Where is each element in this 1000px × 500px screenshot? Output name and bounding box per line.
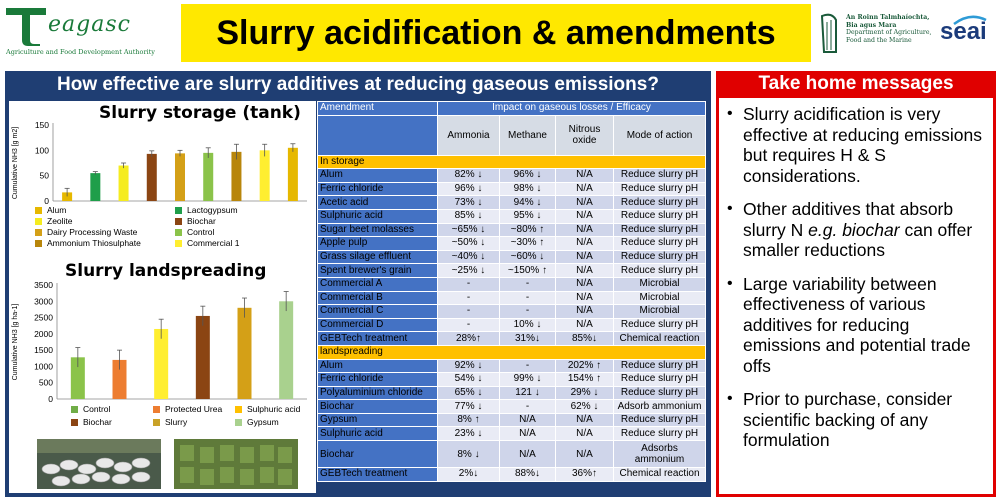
legend-label: Slurry xyxy=(165,417,188,427)
table-cell: N/A xyxy=(556,169,614,183)
table-cell: 65% ↓ xyxy=(438,386,500,400)
table-cell: 73% ↓ xyxy=(438,196,500,210)
table-cell: 154% ↑ xyxy=(556,373,614,387)
table-cell: Adsorb ammonium xyxy=(614,400,706,414)
legend-swatch xyxy=(35,207,42,214)
department-line: Food and the Marine xyxy=(846,36,912,44)
italic-example: e.g. biochar xyxy=(808,219,900,240)
table-cell: Reduce slurry pH xyxy=(614,264,706,278)
table-section-label: In storage xyxy=(318,155,706,169)
table-cell: 94% ↓ xyxy=(500,196,556,210)
table-cell: ~60% ↓ xyxy=(500,250,556,264)
table-cell: N/A xyxy=(556,277,614,291)
legend-swatch xyxy=(71,419,78,426)
y-tick-label: 150 xyxy=(34,120,49,130)
table-cell: N/A xyxy=(500,427,556,441)
bar xyxy=(288,148,298,201)
left-panel-heading: How effective are slurry additives at reducing gaseous emissions? xyxy=(57,74,659,95)
table-cell: ~65% ↓ xyxy=(438,223,500,237)
legend-swatch xyxy=(71,406,78,413)
table-cell: 95% ↓ xyxy=(500,209,556,223)
legend-item xyxy=(235,404,300,414)
table-cell: Microbial xyxy=(614,277,706,291)
table-cell-amendment: Spent brewer's grain xyxy=(318,264,438,278)
table-row xyxy=(318,209,706,223)
legend-swatch xyxy=(35,218,42,225)
department-line: Bia agus Mara xyxy=(846,21,897,29)
legend-item xyxy=(235,417,279,427)
table-cell: 8% ↑ xyxy=(438,413,500,427)
table-row xyxy=(318,237,706,251)
legend-swatch xyxy=(235,406,242,413)
table-cell: N/A xyxy=(556,196,614,210)
table-cell: 85%↓ xyxy=(556,332,614,346)
table-cell: - xyxy=(438,318,500,332)
right-panel-heading: Take home messages xyxy=(758,73,954,94)
table-row xyxy=(318,386,706,400)
table-cell: - xyxy=(500,400,556,414)
legend-item xyxy=(175,216,216,226)
y-tick-label: 500 xyxy=(38,377,53,388)
table-cell: N/A xyxy=(556,291,614,305)
legend-item xyxy=(71,404,110,414)
table-cell: Reduce slurry pH xyxy=(614,386,706,400)
charts-area xyxy=(9,101,316,493)
table-cell-amendment: Ferric chloride xyxy=(318,182,438,196)
table-cell: 92% ↓ xyxy=(438,359,500,373)
additives-table-grid xyxy=(317,101,706,482)
table-cell-amendment: GEBTech treatment xyxy=(318,468,438,482)
additives-table xyxy=(317,101,705,493)
landspreading-chart-title: Slurry landspreading xyxy=(65,261,267,281)
table-cell-amendment: Sulphuric acid xyxy=(318,427,438,441)
table-cell-amendment: Sugar beet molasses xyxy=(318,223,438,237)
table-row xyxy=(318,318,706,332)
title-bar xyxy=(181,4,811,62)
y-tick-label: 0 xyxy=(44,196,49,206)
table-cell: Microbial xyxy=(614,291,706,305)
table-cell: ~150% ↑ xyxy=(500,264,556,278)
table-cell-amendment: Apple pulp xyxy=(318,237,438,251)
storage-chart-title: Slurry storage (tank) xyxy=(99,103,301,123)
table-section-label: landspreading xyxy=(318,345,706,359)
table-cell: Reduce slurry pH xyxy=(614,318,706,332)
table-cell-amendment: Ferric chloride xyxy=(318,373,438,387)
table-cell: 54% ↓ xyxy=(438,373,500,387)
table-column-blank xyxy=(318,115,438,155)
table-row xyxy=(318,332,706,346)
table-cell: - xyxy=(500,277,556,291)
table-cell: - xyxy=(500,291,556,305)
table-cell: 99% ↓ xyxy=(500,373,556,387)
table-cell: N/A xyxy=(556,237,614,251)
table-cell-amendment: Commercial B xyxy=(318,291,438,305)
legend-swatch xyxy=(175,240,182,247)
bar xyxy=(260,150,270,201)
legend-swatch xyxy=(153,419,160,426)
table-row xyxy=(318,373,706,387)
table-cell: ~50% ↓ xyxy=(438,237,500,251)
table-cell: ~80% ↑ xyxy=(500,223,556,237)
table-cell: - xyxy=(500,359,556,373)
legend-label: Gypsum xyxy=(247,417,279,427)
table-cell-amendment: Sulphuric acid xyxy=(318,209,438,223)
table-cell: Chemical reaction xyxy=(614,332,706,346)
legend-item xyxy=(175,205,238,215)
table-row xyxy=(318,441,706,468)
table-row xyxy=(318,305,706,319)
legend-label: Ammonium Thiosulphate xyxy=(47,238,141,248)
left-panel-header xyxy=(5,71,711,99)
bar xyxy=(154,329,168,399)
legend-item xyxy=(153,404,222,414)
left-panel xyxy=(5,71,711,497)
y-tick-label: 2500 xyxy=(34,312,53,323)
table-cell: Reduce slurry pH xyxy=(614,169,706,183)
table-row xyxy=(318,169,706,183)
take-home-message: • Other additives that absorb slurry N e.g. biochar can offer smaller reductions xyxy=(725,199,987,261)
storage-tanks-photo xyxy=(37,439,161,489)
table-cell: 96% ↓ xyxy=(438,182,500,196)
table-cell: 98% ↓ xyxy=(500,182,556,196)
y-tick-label: 2000 xyxy=(34,328,53,339)
table-cell-amendment: Commercial D xyxy=(318,318,438,332)
table-column-methane: Methane xyxy=(500,115,556,155)
take-home-message: • Slurry acidification is very effective at reducing emissions but requires H & S considerations. xyxy=(725,104,987,186)
bar xyxy=(196,316,210,399)
table-cell: 23% ↓ xyxy=(438,427,500,441)
table-cell: ~40% ↓ xyxy=(438,250,500,264)
legend-swatch xyxy=(175,218,182,225)
table-column-mode: Mode of action xyxy=(614,115,706,155)
department-line: An Roinn Talmhaíochta, xyxy=(846,14,930,21)
table-header-amendment: Amendment xyxy=(318,102,438,116)
legend-swatch xyxy=(175,207,182,214)
seai-logo: seai xyxy=(940,18,987,45)
legend-label: Commercial 1 xyxy=(187,238,240,248)
field-plots-photo xyxy=(174,439,298,489)
table-cell: 36%↑ xyxy=(556,468,614,482)
legend-label: Dairy Processing Waste xyxy=(47,227,138,237)
logo-word: eagasc xyxy=(48,12,131,37)
storage-legend xyxy=(35,205,315,261)
right-panel-header xyxy=(716,71,996,97)
legend-label: Control xyxy=(187,227,215,237)
legend-label: Protected Urea xyxy=(165,404,223,414)
table-cell: 62% ↓ xyxy=(556,400,614,414)
table-cell: - xyxy=(438,277,500,291)
y-tick-label: 1000 xyxy=(34,361,53,372)
storage-chart xyxy=(9,119,309,209)
table-cell: N/A xyxy=(556,318,614,332)
legend-swatch xyxy=(175,229,182,236)
legend-swatch xyxy=(235,419,242,426)
bar xyxy=(279,301,293,399)
table-cell-amendment: Grass silage effluent xyxy=(318,250,438,264)
legend-label: Biochar xyxy=(187,216,216,226)
table-row xyxy=(318,223,706,237)
table-row xyxy=(318,182,706,196)
y-tick-label: 1500 xyxy=(34,345,53,356)
table-cell: Reduce slurry pH xyxy=(614,196,706,210)
table-section-row xyxy=(318,345,706,359)
table-cell: 121 ↓ xyxy=(500,386,556,400)
logo-subtitle: Agriculture and Food Development Authority xyxy=(6,48,155,56)
table-cell-amendment: Gypsum xyxy=(318,413,438,427)
table-cell: 28%↑ xyxy=(438,332,500,346)
table-header-impact: Impact on gaseous losses / Efficacy xyxy=(438,102,706,116)
table-cell: Reduce slurry pH xyxy=(614,182,706,196)
table-cell-amendment: Biochar xyxy=(318,441,438,468)
table-cell: 10% ↓ xyxy=(500,318,556,332)
landspreading-legend xyxy=(71,404,311,434)
table-cell: Reduce slurry pH xyxy=(614,359,706,373)
y-tick-label: 100 xyxy=(34,145,49,156)
harp-icon xyxy=(818,12,840,56)
table-cell: N/A xyxy=(556,182,614,196)
legend-item xyxy=(35,238,141,248)
legend-item xyxy=(35,216,73,226)
table-cell: Microbial xyxy=(614,305,706,319)
y-axis-label: Cumulative NH3 [g m2] xyxy=(12,126,19,200)
legend-label: Sulphuric acid xyxy=(247,404,301,414)
take-home-message: • Large variability between effectiveness of various additives for reducing emissions and potential trade offs xyxy=(725,274,987,377)
legend-label: Control xyxy=(83,404,111,414)
teagasc-logo-mark-icon xyxy=(4,4,50,46)
table-cell: 202% ↑ xyxy=(556,359,614,373)
table-cell: N/A xyxy=(500,413,556,427)
table-cell-amendment: GEBTech treatment xyxy=(318,332,438,346)
y-tick-label: 3500 xyxy=(34,280,53,290)
legend-item xyxy=(153,417,187,427)
table-cell: N/A xyxy=(556,305,614,319)
y-tick-label: 0 xyxy=(48,394,53,404)
page-title: Slurry acidification & amendments xyxy=(216,13,776,52)
legend-item xyxy=(175,227,214,237)
bar xyxy=(203,153,213,201)
legend-item xyxy=(71,417,112,427)
legend-label: Lactogypsum xyxy=(187,205,238,215)
table-cell: N/A xyxy=(556,209,614,223)
table-cell: 85% ↓ xyxy=(438,209,500,223)
take-home-list xyxy=(719,98,993,494)
table-cell-amendment: Polyaluminium chloride xyxy=(318,386,438,400)
table-cell: Adsorbs ammonium xyxy=(614,441,706,468)
table-cell: Reduce slurry pH xyxy=(614,237,706,251)
table-cell: Reduce slurry pH xyxy=(614,413,706,427)
table-row xyxy=(318,468,706,482)
table-column-nitrous-oxide: Nitrous oxide xyxy=(556,115,614,155)
take-home-message: • Prior to purchase, consider scientific backing of any formulation xyxy=(725,389,987,451)
table-column-row xyxy=(318,115,706,155)
table-cell: ~30% ↑ xyxy=(500,237,556,251)
table-section-row xyxy=(318,155,706,169)
table-cell: - xyxy=(500,305,556,319)
department-text xyxy=(846,14,938,44)
legend-label: Biochar xyxy=(83,417,112,427)
table-cell: 88%↓ xyxy=(500,468,556,482)
table-row xyxy=(318,277,706,291)
table-row xyxy=(318,291,706,305)
right-panel xyxy=(716,71,996,497)
department-logo xyxy=(818,12,938,58)
table-cell: 29% ↓ xyxy=(556,386,614,400)
table-cell: 77% ↓ xyxy=(438,400,500,414)
bar xyxy=(147,154,157,201)
header xyxy=(0,0,1000,66)
table-cell: N/A xyxy=(556,264,614,278)
y-tick-label: 50 xyxy=(39,170,49,181)
table-cell: N/A xyxy=(556,413,614,427)
table-cell: 2%↓ xyxy=(438,468,500,482)
table-cell: N/A xyxy=(556,441,614,468)
legend-swatch xyxy=(35,229,42,236)
bar xyxy=(175,153,185,201)
table-row xyxy=(318,196,706,210)
table-cell: Reduce slurry pH xyxy=(614,427,706,441)
table-cell: Reduce slurry pH xyxy=(614,250,706,264)
legend-swatch xyxy=(153,406,160,413)
table-header-row xyxy=(318,102,706,116)
table-cell-amendment: Biochar xyxy=(318,400,438,414)
y-tick-label: 3000 xyxy=(34,296,53,307)
table-cell: - xyxy=(438,305,500,319)
legend-item xyxy=(35,227,137,237)
table-row xyxy=(318,427,706,441)
table-row xyxy=(318,264,706,278)
table-cell-amendment: Alum xyxy=(318,169,438,183)
bar xyxy=(90,173,100,201)
table-cell: - xyxy=(438,291,500,305)
table-cell: Reduce slurry pH xyxy=(614,373,706,387)
legend-swatch xyxy=(35,240,42,247)
table-cell: 82% ↓ xyxy=(438,169,500,183)
table-cell: Reduce slurry pH xyxy=(614,223,706,237)
legend-item xyxy=(35,205,66,215)
department-line: Department of Agriculture, xyxy=(846,29,932,36)
legend-label: Zeolite xyxy=(47,216,73,226)
table-cell: 8% ↓ xyxy=(438,441,500,468)
table-row xyxy=(318,359,706,373)
table-row xyxy=(318,400,706,414)
legend-label: Alum xyxy=(47,205,67,215)
table-row xyxy=(318,413,706,427)
table-cell-amendment: Alum xyxy=(318,359,438,373)
table-cell-amendment: Commercial C xyxy=(318,305,438,319)
table-cell-amendment: Commercial A xyxy=(318,277,438,291)
landspreading-chart xyxy=(9,277,309,405)
table-cell: 31%↓ xyxy=(500,332,556,346)
bar xyxy=(238,308,252,399)
table-cell: Reduce slurry pH xyxy=(614,209,706,223)
table-cell-amendment: Acetic acid xyxy=(318,196,438,210)
y-axis-label: Cumulative NH3 [g ha-1] xyxy=(12,303,19,381)
table-column-ammonia: Ammonia xyxy=(438,115,500,155)
table-cell: N/A xyxy=(556,223,614,237)
table-cell: ~25% ↓ xyxy=(438,264,500,278)
table-cell: N/A xyxy=(556,250,614,264)
table-cell: Chemical reaction xyxy=(614,468,706,482)
table-row xyxy=(318,250,706,264)
table-cell: N/A xyxy=(500,441,556,468)
table-cell: N/A xyxy=(556,427,614,441)
table-cell: 96% ↓ xyxy=(500,169,556,183)
legend-item xyxy=(175,238,239,248)
teagasc-logo xyxy=(4,4,176,62)
bar xyxy=(119,166,129,201)
